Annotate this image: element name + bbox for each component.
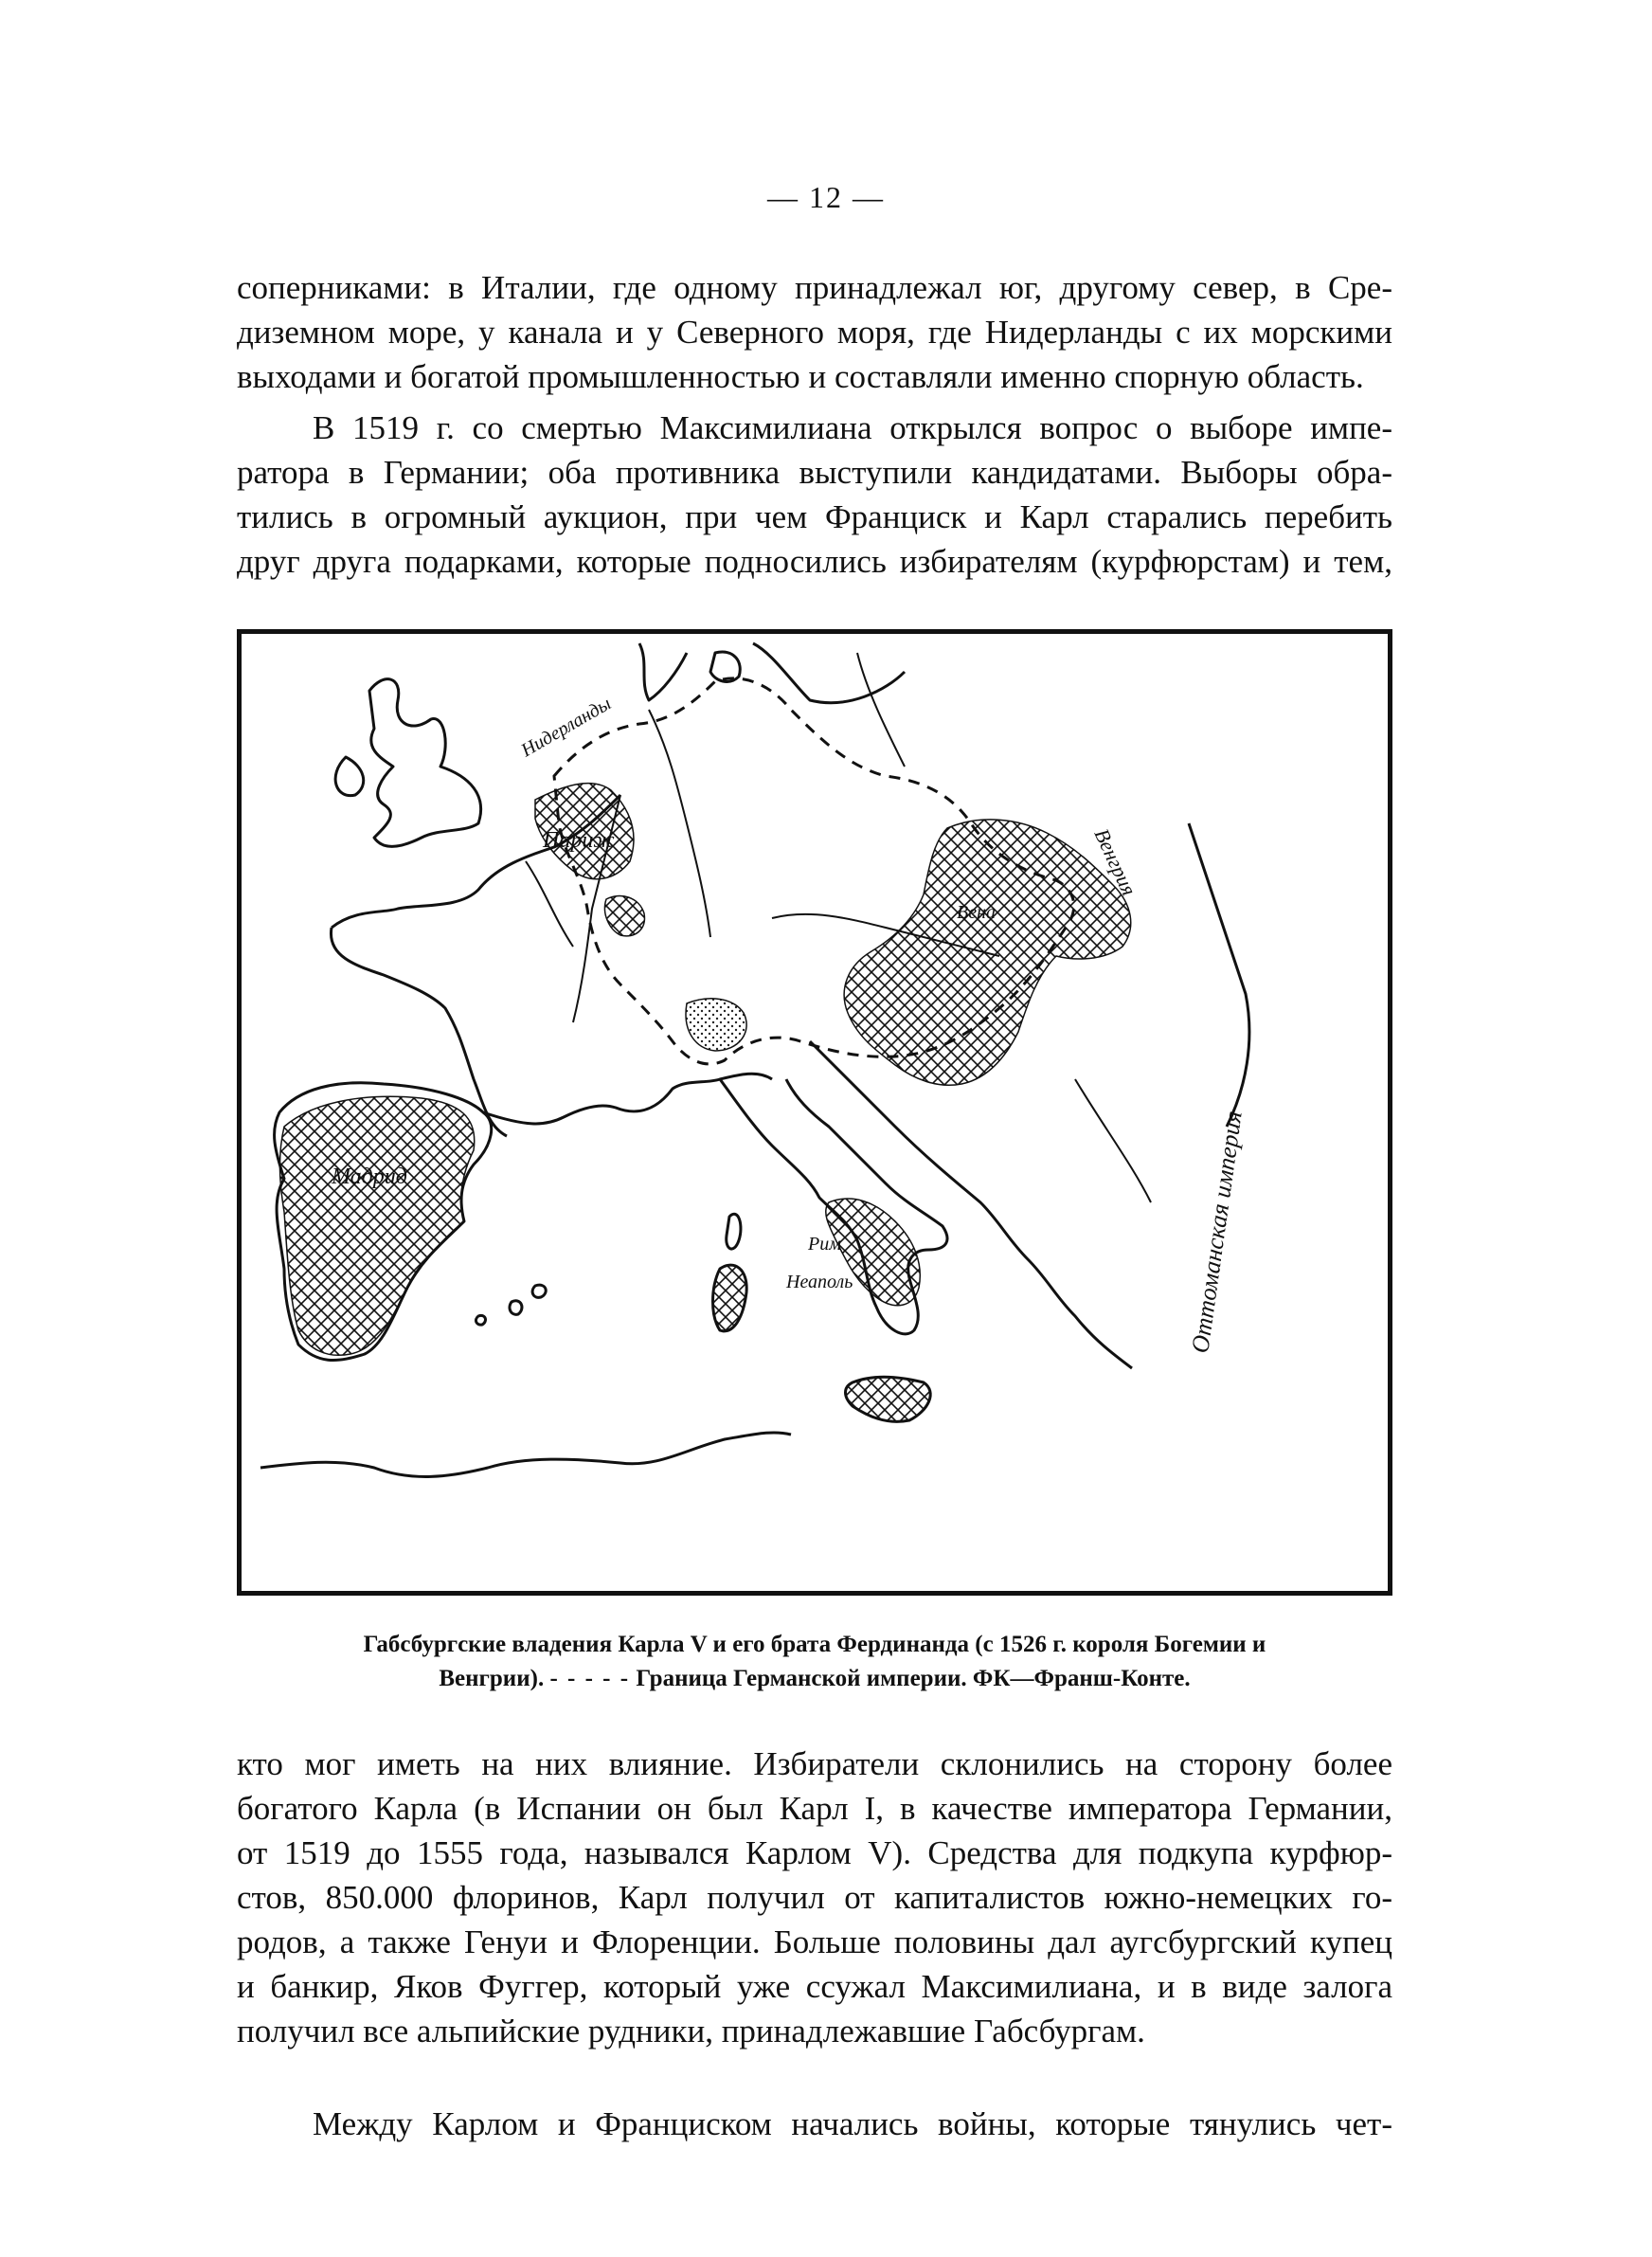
map-label-rome: Рим <box>808 1234 841 1255</box>
caption-line-2 <box>237 1662 1392 1696</box>
caption-line-2-start: Венгрии). <box>439 1666 545 1691</box>
text-line: тились в огромный аукцион, при чем Франциск и Карл старались перебить <box>237 498 1392 535</box>
caption-line-2-end: Граница Германской империи. ФК—Франш-Конте. <box>636 1666 1191 1691</box>
map-caption <box>237 1628 1392 1696</box>
caption-line-1: Габсбургские владения Карла V и его брата Фердинанда (с 1526 г. короля Богемии и <box>363 1632 1266 1657</box>
text-line: богатого Карла (в Испании он был Карл I, в качестве императора Германии, <box>237 1790 1392 1827</box>
text-line: стов, 850.000 флоринов, Карл получил от капиталистов южно-немецких го- <box>237 1879 1392 1916</box>
paragraph-1 <box>237 265 1392 399</box>
text-line: соперниками: в Италии, где одному принадлежал юг, другому север, в Сре- <box>237 269 1392 306</box>
text-line: и банкир, Яков Фуггер, который уже ссужал Максимилиана, и в виде залога <box>237 1968 1392 2005</box>
map-label-paris: Париж <box>543 828 615 853</box>
map-label-naples: Неаполь <box>786 1272 853 1292</box>
text-line: от 1519 до 1555 года, назывался Карлом V). Средства для подкупа курфюр- <box>237 1834 1392 1871</box>
paragraph-2 <box>237 406 1392 584</box>
text-line: родов, а также Генуи и Флоренции. Больше половины дал аугсбургский купец <box>237 1923 1392 1960</box>
map-label-netherlands: Нидерланды <box>517 693 615 762</box>
text-line: Между Карлом и Франциском начались войны, которые тянулись чет- <box>313 2105 1392 2142</box>
paragraph-3 <box>237 1742 1392 2053</box>
map-label-hungary: Венгрия <box>1089 824 1141 900</box>
text-line: получил все альпийские рудники, принадлежавшие Габсбургам. <box>237 2013 1145 2049</box>
text-line: выходами и богатой промышленностью и составляли именно спорную область. <box>237 358 1364 395</box>
text-line: диземном море, у канала и у Северного моря, где Нидерланды с их морскими <box>237 314 1392 351</box>
map-label-ottoman-empire: Оттоманская империя <box>1186 1109 1248 1355</box>
map-label-vienna: Вена <box>957 902 997 923</box>
map-label-madrid: Мадрид <box>332 1165 407 1189</box>
border-legend-dash: - - - - - <box>549 1666 631 1691</box>
habsburg-map <box>237 629 1392 1596</box>
map-drawing <box>242 634 1388 1591</box>
text-line: друг друга подарками, которые подносились избирателям (курфюрстам) и тем, <box>237 543 1392 580</box>
page-number: — 12 — <box>767 180 885 214</box>
text-line: В 1519 г. со смертью Максимилиана открылся вопрос о выборе импе- <box>313 409 1392 446</box>
paragraph-4 <box>237 2102 1392 2146</box>
text-line: ратора в Германии; оба противника выступили кандидатами. Выборы обра- <box>237 454 1392 491</box>
text-line: кто мог иметь на них влияние. Избиратели склонились на сторону более <box>237 1745 1392 1782</box>
